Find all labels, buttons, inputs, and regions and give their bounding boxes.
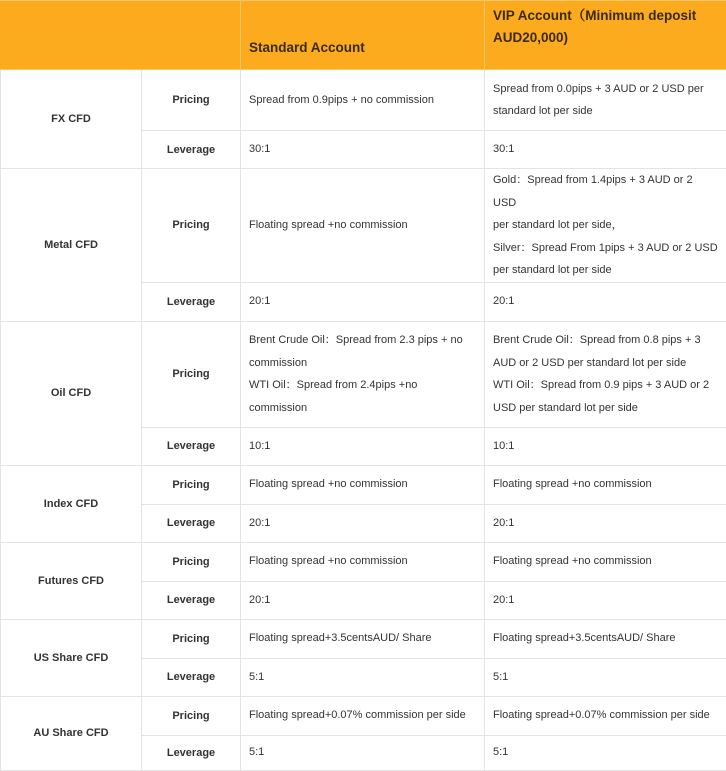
vip-pricing bbox=[485, 619, 726, 658]
vip-leverage: 20:1 bbox=[485, 282, 726, 321]
pricing-text-line: Floating spread +no commission bbox=[249, 214, 476, 237]
pricing-text-line: Gold：Spread from 1.4pips + 3 AUD or 2 USD bbox=[493, 169, 718, 214]
table-row bbox=[1, 619, 726, 658]
pricing-text-line: Spread from 0.9pips + no commission bbox=[249, 89, 476, 112]
pricing-text-line: per standard lot per side， bbox=[493, 214, 718, 237]
header-vip-line1: VIP Account（Minimum deposit bbox=[493, 5, 718, 27]
pricing-label: Pricing bbox=[142, 169, 241, 283]
standard-pricing bbox=[241, 696, 485, 735]
leverage-label: Leverage bbox=[142, 427, 241, 465]
vip-leverage: 20:1 bbox=[485, 581, 726, 619]
pricing-label: Pricing bbox=[142, 619, 241, 658]
pricing-text-line: Silver：Spread From 1pips + 3 AUD or 2 USD bbox=[493, 237, 718, 260]
header-vip-account bbox=[485, 1, 726, 70]
vip-pricing bbox=[485, 696, 726, 735]
table-row bbox=[1, 321, 726, 427]
category-us-share-cfd: US Share CFD bbox=[1, 619, 142, 696]
pricing-text-line: commission bbox=[249, 352, 476, 375]
leverage-label: Leverage bbox=[142, 735, 241, 770]
leverage-label: Leverage bbox=[142, 131, 241, 169]
vip-leverage: 5:1 bbox=[485, 658, 726, 696]
vip-leverage: 20:1 bbox=[485, 504, 726, 542]
leverage-label: Leverage bbox=[142, 658, 241, 696]
table-row bbox=[1, 169, 726, 283]
leverage-label: Leverage bbox=[142, 581, 241, 619]
vip-leverage: 5:1 bbox=[485, 735, 726, 770]
pricing-text-line: commission bbox=[249, 397, 476, 420]
table-row bbox=[1, 696, 726, 735]
standard-pricing bbox=[241, 619, 485, 658]
pricing-label: Pricing bbox=[142, 70, 241, 131]
leverage-label: Leverage bbox=[142, 282, 241, 321]
header-blank-cell bbox=[1, 1, 241, 70]
category-fx-cfd: FX CFD bbox=[1, 70, 142, 169]
pricing-text-line: WTI Oil：Spread from 2.4pips +no bbox=[249, 374, 476, 397]
vip-pricing bbox=[485, 465, 726, 504]
pricing-text-line: USD per standard lot per side bbox=[493, 397, 718, 420]
vip-leverage: 10:1 bbox=[485, 427, 726, 465]
category-au-share-cfd: AU Share CFD bbox=[1, 696, 142, 770]
standard-pricing bbox=[241, 542, 485, 581]
pricing-text-line: Floating spread+0.07% commission per side bbox=[493, 704, 718, 727]
pricing-text-line: Spread from 0.0pips + 3 AUD or 2 USD per bbox=[493, 78, 718, 101]
standard-leverage: 5:1 bbox=[241, 735, 485, 770]
standard-leverage: 20:1 bbox=[241, 504, 485, 542]
standard-pricing bbox=[241, 465, 485, 504]
category-oil-cfd: Oil CFD bbox=[1, 321, 142, 465]
standard-leverage: 5:1 bbox=[241, 658, 485, 696]
header-vip-line2: AUD20,000) bbox=[493, 27, 718, 49]
vip-pricing bbox=[485, 542, 726, 581]
standard-leverage: 20:1 bbox=[241, 581, 485, 619]
pricing-text-line: WTI Oil：Spread from 0.9 pips + 3 AUD or 2 bbox=[493, 374, 718, 397]
pricing-text-line: Floating spread +no commission bbox=[249, 473, 476, 496]
vip-leverage: 30:1 bbox=[485, 131, 726, 169]
pricing-text-line: Floating spread+3.5centsAUD/ Share bbox=[249, 627, 476, 650]
vip-pricing bbox=[485, 321, 726, 427]
table-row bbox=[1, 70, 726, 131]
pricing-text-line: Floating spread +no commission bbox=[493, 473, 718, 496]
pricing-text-line: Brent Crude Oil：Spread from 2.3 pips + no bbox=[249, 329, 476, 352]
table-row bbox=[1, 542, 726, 581]
pricing-label: Pricing bbox=[142, 696, 241, 735]
pricing-text-line: Floating spread +no commission bbox=[493, 550, 718, 573]
standard-leverage: 20:1 bbox=[241, 282, 485, 321]
pricing-text-line: AUD or 2 USD per standard lot per side bbox=[493, 352, 718, 375]
pricing-text-line: Floating spread+0.07% commission per side bbox=[249, 704, 476, 727]
category-metal-cfd: Metal CFD bbox=[1, 169, 142, 322]
pricing-label: Pricing bbox=[142, 542, 241, 581]
category-index-cfd: Index CFD bbox=[1, 465, 142, 542]
standard-pricing bbox=[241, 70, 485, 131]
vip-pricing bbox=[485, 70, 726, 131]
pricing-text-line: Floating spread+3.5centsAUD/ Share bbox=[493, 627, 718, 650]
header-row bbox=[1, 1, 726, 70]
pricing-text-line: per standard lot per side bbox=[493, 259, 718, 282]
vip-pricing bbox=[485, 169, 726, 283]
pricing-text-line: Brent Crude Oil：Spread from 0.8 pips + 3 bbox=[493, 329, 718, 352]
table-row bbox=[1, 465, 726, 504]
standard-pricing bbox=[241, 321, 485, 427]
leverage-label: Leverage bbox=[142, 504, 241, 542]
pricing-label: Pricing bbox=[142, 321, 241, 427]
pricing-text-line: standard lot per side bbox=[493, 100, 718, 123]
standard-pricing bbox=[241, 169, 485, 283]
pricing-text-line: Floating spread +no commission bbox=[249, 550, 476, 573]
pricing-label: Pricing bbox=[142, 465, 241, 504]
standard-leverage: 10:1 bbox=[241, 427, 485, 465]
header-standard-account: Standard Account bbox=[241, 1, 485, 70]
standard-leverage: 30:1 bbox=[241, 131, 485, 169]
category-futures-cfd: Futures CFD bbox=[1, 542, 142, 619]
